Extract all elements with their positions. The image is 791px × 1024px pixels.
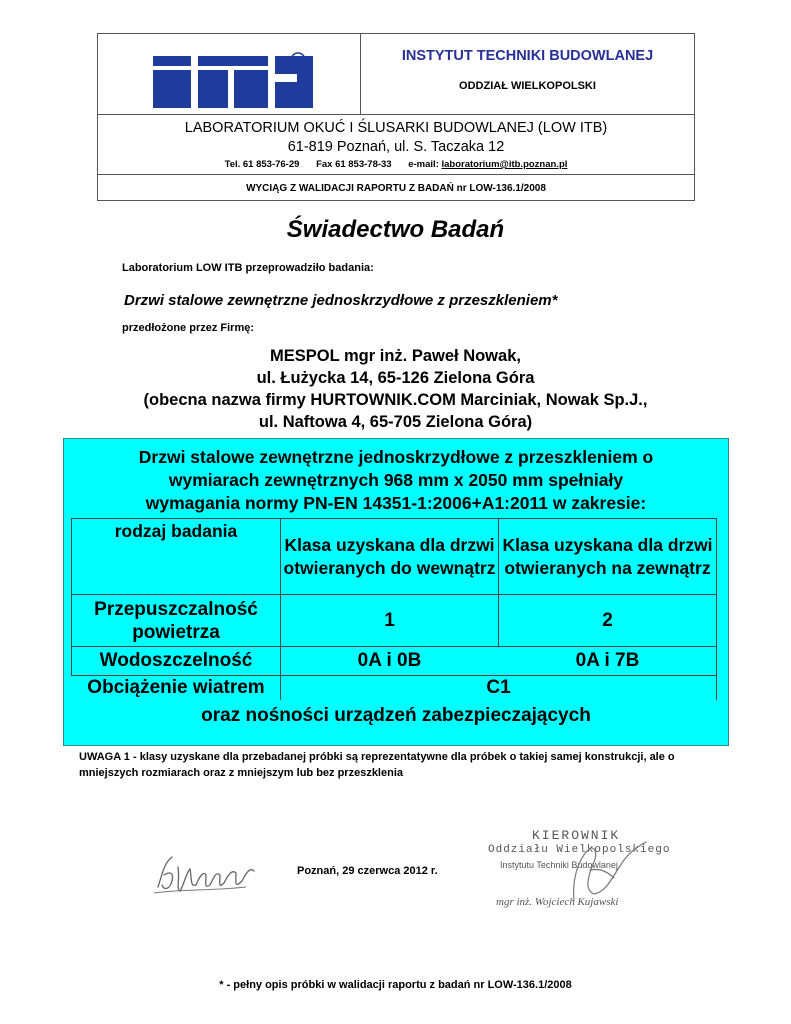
results-line: wymagania normy PN-EN 14351-1:2006+A1:2011 w zakresie: (145, 493, 647, 513)
air-permeability-inward-class: 1 (384, 609, 395, 631)
document-title: Świadectwo Badań (286, 216, 505, 243)
divider (98, 114, 694, 115)
date-place: Poznań, 29 czerwca 2012 r. (297, 865, 438, 877)
letterhead (97, 33, 695, 201)
watertightness-outward-class: 0A i 7B (575, 650, 640, 671)
results-box (63, 438, 729, 746)
institute-cell (361, 34, 694, 114)
company-line: MESPOL mgr inż. Paweł Nowak, (270, 347, 521, 365)
results-line: wymiarach zewnętrznych 968 mm x 2050 mm spełniały (168, 470, 624, 490)
divider (98, 174, 694, 175)
results-line: Drzwi stalowe zewnętrzne jednoskrzydłowe z przeszkleniem o (138, 447, 654, 467)
fax: Fax 61 853-78-33 (316, 159, 392, 170)
itb-logo (98, 34, 361, 114)
row-label-watertightness: Wodoszczelność (99, 650, 253, 671)
lab-name: LABORATORIUM OKUĆ I ŚLUSARKI BUDOWLANEJ (LOW ITB) (184, 120, 608, 136)
lab-address: 61-819 Poznań, ul. S. Taczaka 12 (287, 139, 505, 155)
svg-text:R: R (294, 55, 302, 66)
results-footer: oraz nośności urządzeń zabezpieczających (201, 705, 591, 726)
signature-image (150, 845, 260, 900)
institute-branch: ODDZIAŁ WIELKOPOLSKI (459, 80, 596, 92)
report-reference: WYCIĄG Z WALIDACJI RAPORTU Z BADAŃ nr LOW-136.1/2008 (246, 183, 546, 194)
table-header-outward: Klasa uzyskana dla drzwi otwieranych na zewnątrz (502, 534, 713, 578)
table-header-test-type: rodzaj badania (114, 521, 238, 541)
stamp-line: mgr inż. Wojciech Kujawski (496, 896, 619, 908)
stamp-line: Oddziału Wielkopolskiego (488, 844, 671, 856)
stamp-line: Instytutu Techniki Budowlanej (500, 860, 618, 870)
table-border (716, 518, 717, 700)
wind-load-class: C1 (486, 677, 511, 698)
company-line: ul. Łużycka 14, 65-126 Zielona Góra (256, 369, 535, 387)
phone: Tel. 61 853-76-29 (224, 159, 300, 170)
company-line: (obecna nazwa firmy HURTOWNIK.COM Marciniak, Nowak Sp.J., (143, 391, 648, 409)
email-group (408, 159, 567, 170)
stamp-line: KIEROWNIK (532, 828, 621, 843)
note-text: UWAGA 1 - klasy uzyskane dla przebadanej próbki są reprezentatywne dla próbek o takiej samej konstrukcji, ale o mniejszych rozmiarach oraz z mniejszym lub bez przeszklenia (79, 751, 675, 779)
stamp-signature-image (554, 820, 674, 910)
email-label: e-mail: (408, 159, 439, 170)
submitted-by-label: przedłożone przez Firmę: (122, 322, 255, 334)
watertightness-inward-class: 0A i 0B (357, 650, 422, 671)
intro-text: Laboratorium LOW ITB przeprowadziło badania: (122, 262, 374, 274)
company-line: ul. Naftowa 4, 65-705 Zielona Góra) (258, 413, 533, 431)
official-stamp (484, 820, 704, 940)
product-name: Drzwi stalowe zewnętrzne jednoskrzydłowe z przeszkleniem* (124, 292, 558, 309)
row-label-air-permeability: Przepuszczalność powietrza (94, 598, 258, 643)
contact-line (98, 159, 694, 170)
row-label-wind-load: Obciążenie wiatrem (87, 677, 265, 698)
footnote: * - pełny opis próbki w walidacji raportu z badań nr LOW-136.1/2008 (219, 979, 572, 991)
air-permeability-outward-class: 2 (602, 609, 613, 631)
email-link[interactable]: laboratorium@itb.poznan.pl (441, 159, 568, 170)
results-description (64, 446, 728, 515)
logo-cell (98, 34, 361, 114)
table-header-inward: Klasa uzyskana dla drzwi otwieranych do wewnątrz (283, 534, 496, 578)
institute-name: INSTYTUT TECHNIKI BUDOWLANEJ (401, 48, 654, 64)
